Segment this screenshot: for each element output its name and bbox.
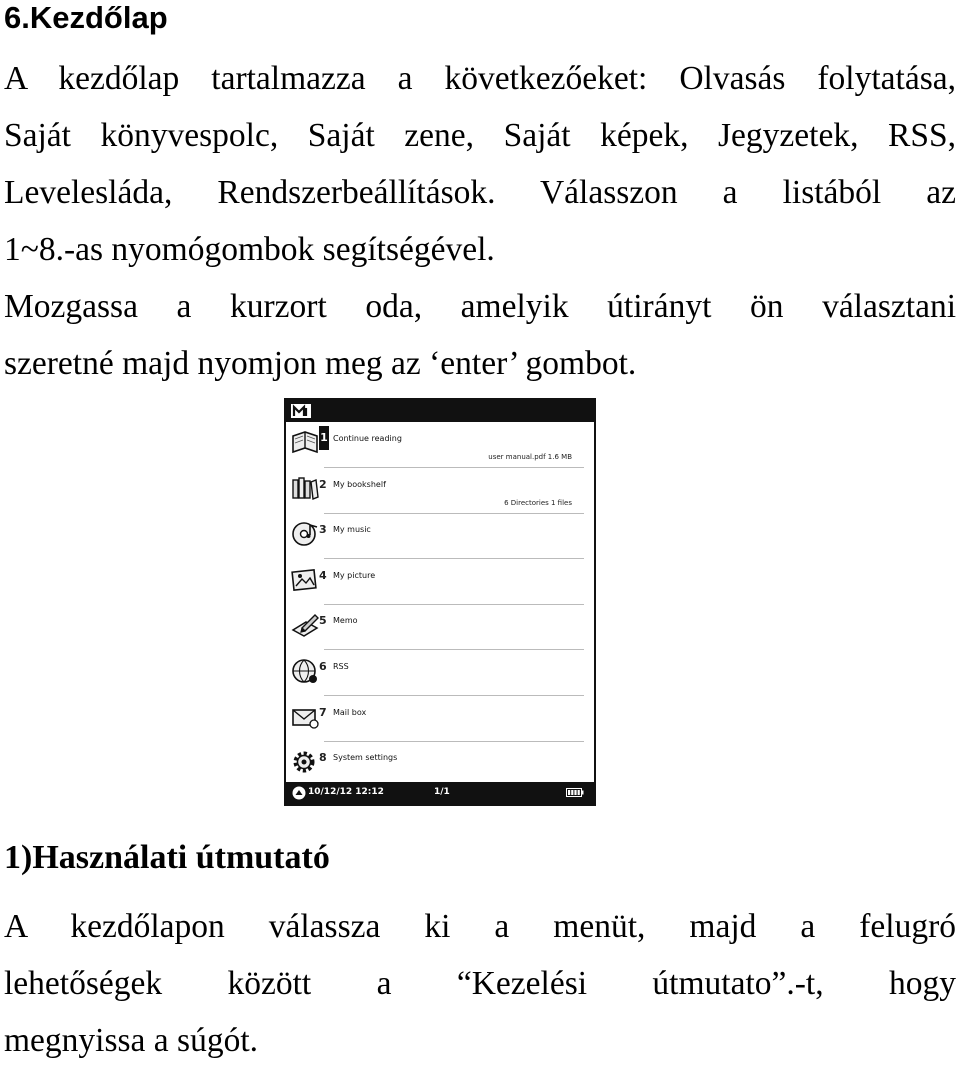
section-subheading: 1)Használati útmutató bbox=[4, 839, 330, 876]
menu-item-number: 3 bbox=[319, 523, 327, 537]
menu-item[interactable] bbox=[286, 650, 594, 696]
menu-item[interactable] bbox=[286, 513, 594, 559]
menu-item-detail: user manual.pdf 1.6 MB bbox=[488, 453, 572, 461]
menu-item-label: RSS bbox=[333, 662, 349, 671]
status-datetime: 10/12/12 12:12 bbox=[308, 787, 384, 797]
paragraph-line: Levelesláda, Rendszerbeállítások. Válasszon a listából az bbox=[4, 174, 956, 211]
device-status-bar bbox=[286, 782, 594, 804]
paragraph-line: lehetőségek között a “Kezelési útmutato”.-t, hogy bbox=[4, 965, 956, 1002]
book-icon bbox=[290, 428, 320, 458]
menu-item-number: 1 bbox=[319, 426, 329, 450]
paragraph-line: Saját könyvespolc, Saját zene, Saját képek, Jegyzetek, RSS, bbox=[4, 117, 956, 154]
instructions-paragraph bbox=[4, 898, 956, 1069]
menu-item[interactable] bbox=[286, 604, 594, 650]
menu-item-detail: 6 Directories 1 files bbox=[504, 498, 572, 507]
rss-globe-icon bbox=[290, 656, 320, 686]
status-page-indicator: 1/1 bbox=[434, 787, 450, 797]
paragraph-line: 1~8.-as nyomógombok segítségével. bbox=[4, 231, 495, 268]
menu-item[interactable] bbox=[286, 696, 594, 742]
up-arrow-icon bbox=[292, 786, 306, 800]
section-heading: 6.Kezdőlap bbox=[4, 0, 168, 35]
menu-item-label: Mail box bbox=[333, 707, 367, 717]
menu-item-label: Memo bbox=[333, 616, 358, 626]
paragraph-line: megnyissa a súgót. bbox=[4, 1022, 259, 1059]
menu-item-label: My picture bbox=[333, 570, 376, 580]
mail-icon bbox=[290, 702, 320, 732]
menu-item-number: 4 bbox=[319, 568, 327, 582]
menu-item[interactable] bbox=[286, 741, 594, 787]
paragraph-line: szeretné majd nyomjon meg az ‘enter’ gombot. bbox=[4, 345, 637, 382]
menu-item[interactable] bbox=[286, 422, 594, 468]
menu-item-label: Continue reading bbox=[333, 434, 402, 443]
paragraph-line: A kezdőlapon válassza ki a menüt, majd a felugró bbox=[4, 908, 956, 945]
gear-icon bbox=[290, 747, 320, 777]
menu-item[interactable] bbox=[286, 559, 594, 605]
menu-item-label: System settings bbox=[333, 753, 398, 763]
brand-logo-icon bbox=[290, 402, 312, 420]
picture-icon bbox=[290, 565, 320, 595]
device-title-bar bbox=[286, 400, 594, 422]
menu-item-label: My bookshelf bbox=[333, 479, 386, 489]
menu-item-number: 6 bbox=[319, 660, 327, 673]
menu-item-number: 2 bbox=[319, 477, 327, 491]
battery-icon bbox=[566, 788, 584, 797]
paragraph-line: Mozgassa a kurzort oda, amelyik útirányt ön választani bbox=[4, 288, 956, 325]
menu-item-number: 8 bbox=[319, 751, 327, 765]
paragraph-line: A kezdőlap tartalmazza a következőeket: Olvasás folytatása, bbox=[4, 60, 956, 97]
menu-item-label: My music bbox=[333, 525, 371, 535]
menu-item[interactable] bbox=[286, 468, 594, 514]
music-disc-icon bbox=[290, 519, 320, 549]
intro-paragraph bbox=[4, 50, 956, 392]
memo-pen-icon bbox=[290, 610, 320, 640]
device-home-screen bbox=[284, 398, 596, 806]
menu-item-number: 5 bbox=[319, 614, 327, 628]
menu-item-number: 7 bbox=[319, 705, 327, 719]
bookshelf-icon bbox=[290, 474, 320, 504]
